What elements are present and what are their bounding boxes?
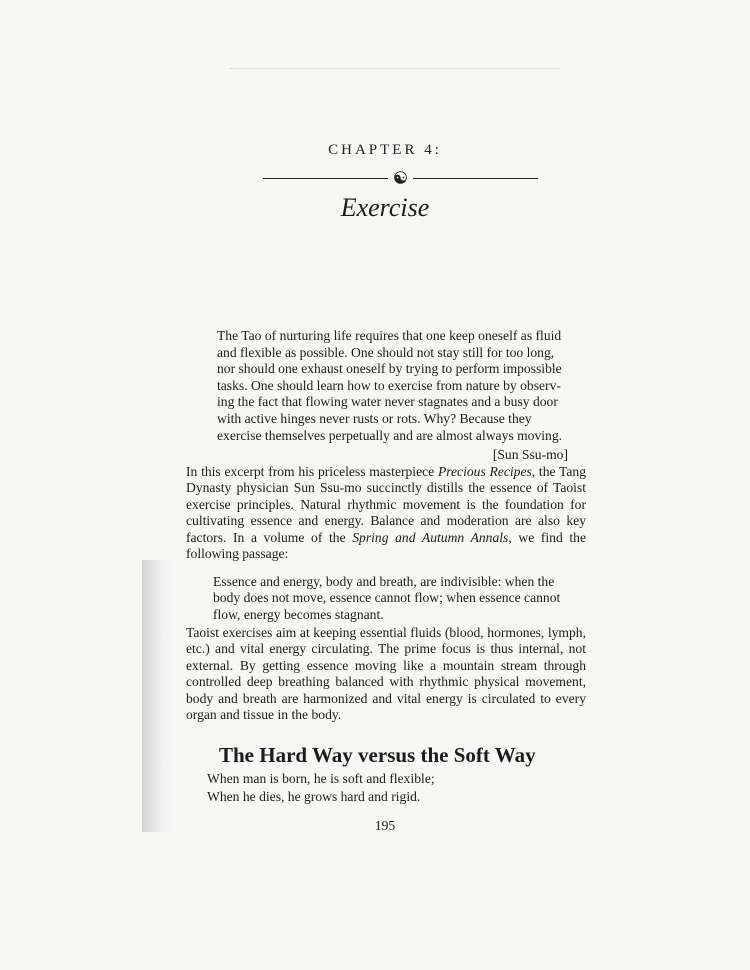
paragraph-text: , we find the following passage:	[186, 529, 587, 562]
yin-yang-icon	[394, 171, 407, 184]
epigraph	[217, 328, 567, 444]
ornament-rule-left	[263, 178, 388, 179]
verse-line: When man is born, he is soft and flexible;	[207, 771, 435, 786]
verse-line: When he dies, he grows hard and rigid.	[207, 789, 421, 804]
block-quote: Essence and energy, body and breath, are indivisible: when the body does not move, essence cannot flow; when essence cannot flow, energy becomes stagnant.	[213, 574, 561, 622]
section-heading: The Hard Way versus the Soft Way	[219, 743, 536, 767]
epigraph-line: ing the fact that flowing water never stagnates and a busy door	[217, 394, 558, 410]
chapter-title: Exercise	[340, 193, 430, 222]
epigraph-line: nor should one exhaust oneself by trying to perform impossible	[217, 361, 562, 377]
book-title: Precious Recipes	[437, 464, 532, 479]
verse	[207, 770, 435, 806]
epigraph-line: and flexible as possible. One should not stay still for too long,	[217, 344, 555, 360]
epigraph-line: tasks. One should learn how to exercise from nature by observ-	[217, 377, 561, 393]
book-title: Spring and Autumn Annals	[352, 529, 509, 545]
epigraph-line: The Tao of nurturing life requires that one keep oneself as fluid	[217, 328, 562, 343]
scan-shadow	[142, 560, 172, 832]
epigraph-attribution: [Sun Ssu-mo]	[492, 447, 568, 462]
paragraph-text: , the Tang Dynasty physician Sun Ssu-mo succinctly distills the essence of Taoist exercise principles. Natural rhythmic movement is the foundation for cultivating essence and energy. Balance and moderation are also key factors. In a volume of the	[186, 464, 587, 545]
ornament-rule-right	[413, 178, 538, 179]
epigraph-line: exercise themselves perpetually and are almost always moving.	[217, 427, 563, 443]
book-page	[175, 0, 595, 970]
epigraph-line: with active hinges never rusts or rots. Why? Because they	[217, 410, 532, 426]
body-paragraph-1	[186, 464, 586, 562]
page-number: 195	[374, 818, 396, 833]
chapter-label: CHAPTER 4:	[328, 142, 442, 158]
chapter-ornament	[263, 171, 538, 185]
body-paragraph-2: Taoist exercises aim at keeping essential fluids (blood, hormones, lymph, etc.) and vital energy circulating. The prime focus is thus internal, not external. By getting essence moving like a mountain stream through controlled deep breathing balanced with rhythmic physical movement, body and breath are harmonized and vital energy is circulated to every organ and tissue in the body.	[186, 625, 586, 723]
paragraph-text: In this excerpt from his priceless masterpiece	[186, 464, 438, 479]
